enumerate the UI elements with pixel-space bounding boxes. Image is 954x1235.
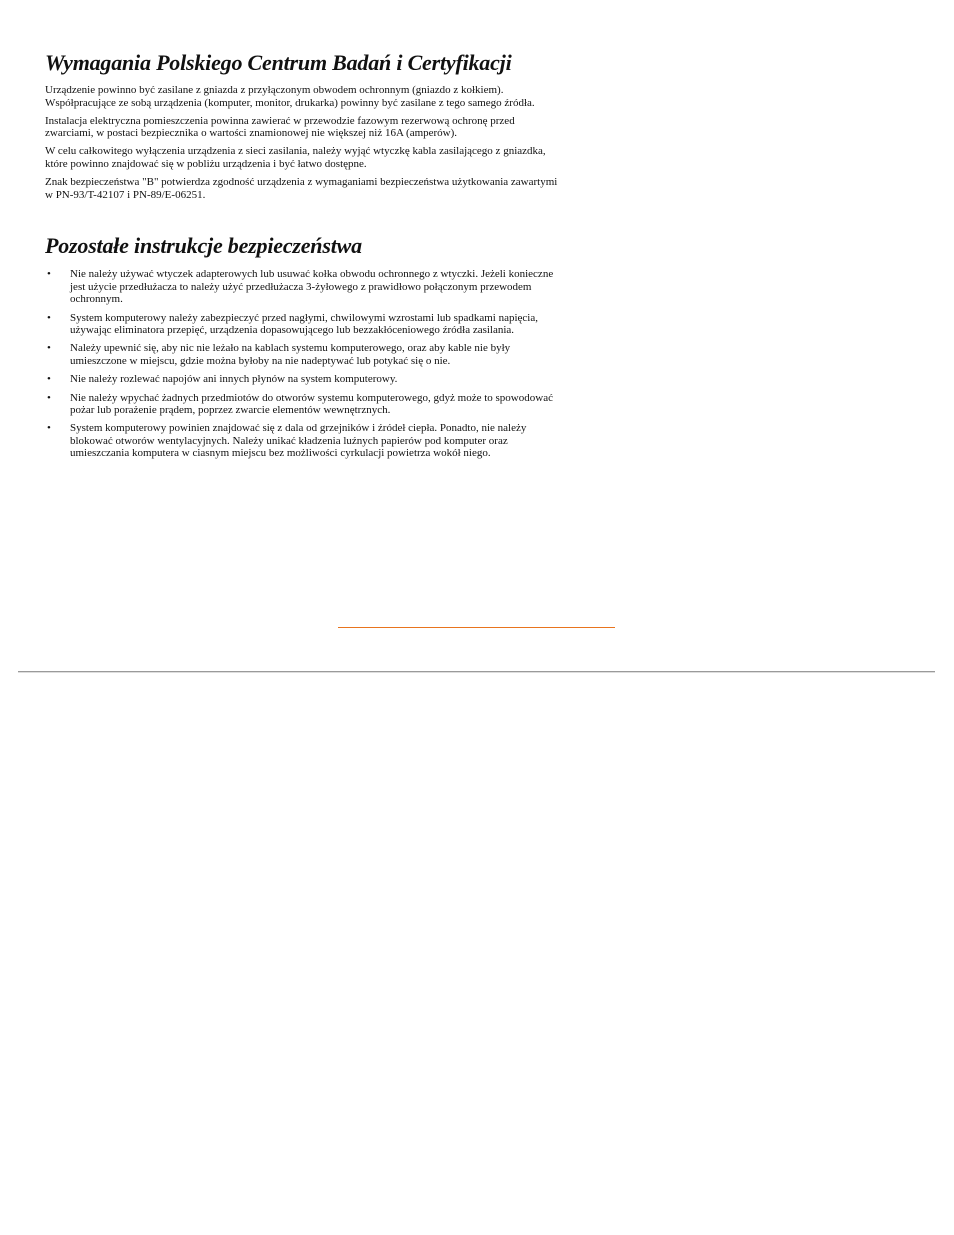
pcbc-requirements-title: Wymagania Polskiego Centrum Badań i Certyfikacji	[45, 50, 512, 75]
list-item-text: Należy upewnić się, aby nic nie leżało na kablach systemu komputerowego, oraz aby kable nie były umieszczone w miejscu, gdzie można byłoby na nie nadeptywać lub potykać się o nie.	[70, 342, 511, 367]
list-item	[45, 312, 560, 337]
horizontal-divider	[18, 671, 935, 673]
list-item-text: Nie należy wpychać żadnych przedmiotów do otworów systemu komputerowego, gdyż może to spowodować pożar lub porażenie prądem, poprzez zwarcie elementów wewnętrznych.	[70, 391, 553, 417]
paragraph-disconnect-power: W celu całkowitego wyłączenia urządzenia z sieci zasilania, należy wyjąć wtyczkę kabla zasilającego z gniazdka, które powinno znajdować się w pobliżu urządzenia i być łatwo dostępne.	[45, 145, 546, 170]
return-to-top-link-underline[interactable]	[338, 627, 615, 628]
other-safety-instructions-section	[45, 233, 560, 459]
safety-instructions-list	[45, 268, 560, 459]
bullet-icon: •	[47, 422, 51, 435]
list-item	[45, 373, 560, 385]
list-item	[45, 392, 560, 417]
list-item-text: System komputerowy należy zabezpieczyć przed nagłymi, chwilowymi wzrostami lub spadkami napięcia, używając eliminatora przepięć, urządzenia dopasowującego lub bezzakłóceniowego źródła zasilania.	[70, 311, 538, 336]
paragraph-safety-mark: Znak bezpieczeństwa "B" potwierdza zgodność urządzenia z wymaganiami bezpieczeństwa użytkowania zawartymi w PN-93/T-42107 i PN-89/E-06251.	[45, 175, 558, 201]
paragraph-electrical-installation: Instalacja elektryczna pomieszczenia powinna zawierać w przewodzie fazowym rezerwową ochronę przed zwarciami, w postaci bezpiecznika o wartości znamionowej nie większej niż 16A (amperów).	[45, 114, 515, 140]
bullet-icon: •	[47, 391, 51, 404]
bullet-icon: •	[47, 268, 51, 281]
list-item	[45, 268, 560, 305]
other-safety-instructions-title: Pozostałe instrukcje bezpieczeństwa	[45, 233, 362, 259]
bullet-icon: •	[47, 342, 51, 355]
bullet-icon: •	[47, 373, 51, 386]
list-item	[45, 342, 560, 367]
list-item-text: Nie należy rozlewać napojów ani innych płynów na system komputerowy.	[70, 373, 398, 386]
document-body	[45, 50, 560, 466]
list-item-text: System komputerowy powinien znajdować się z dala od grzejników i źródeł ciepła. Ponadto, nie należy blokować otworów wentylacyjnych. Należy unikać kładzenia luźnych papierów pod komputer oraz umieszczania komputera w ciasnym miejscu bez możliwości cyrkulacji powietrza wokół niego.	[70, 422, 527, 460]
paragraph-power-outlet: Urządzenie powinno być zasilane z gniazda z przyłączonym obwodem ochronnym (gniazdo z kołkiem). Współpracujące ze sobą urządzenia (komputer, monitor, drukarka) powinny być zasilane z tego samego źródła.	[45, 84, 535, 109]
pcbc-requirements-section	[45, 50, 560, 201]
bullet-icon: •	[47, 311, 51, 324]
list-item-text: Nie należy używać wtyczek adapterowych lub usuwać kołka obwodu ochronnego z wtyczki. Jeżeli konieczne jest użycie przedłużacza to należy użyć przedłużacza 3-żyłowego z prawidłowo połączonym przewodem ochronnym.	[70, 268, 554, 306]
list-item	[45, 422, 560, 459]
